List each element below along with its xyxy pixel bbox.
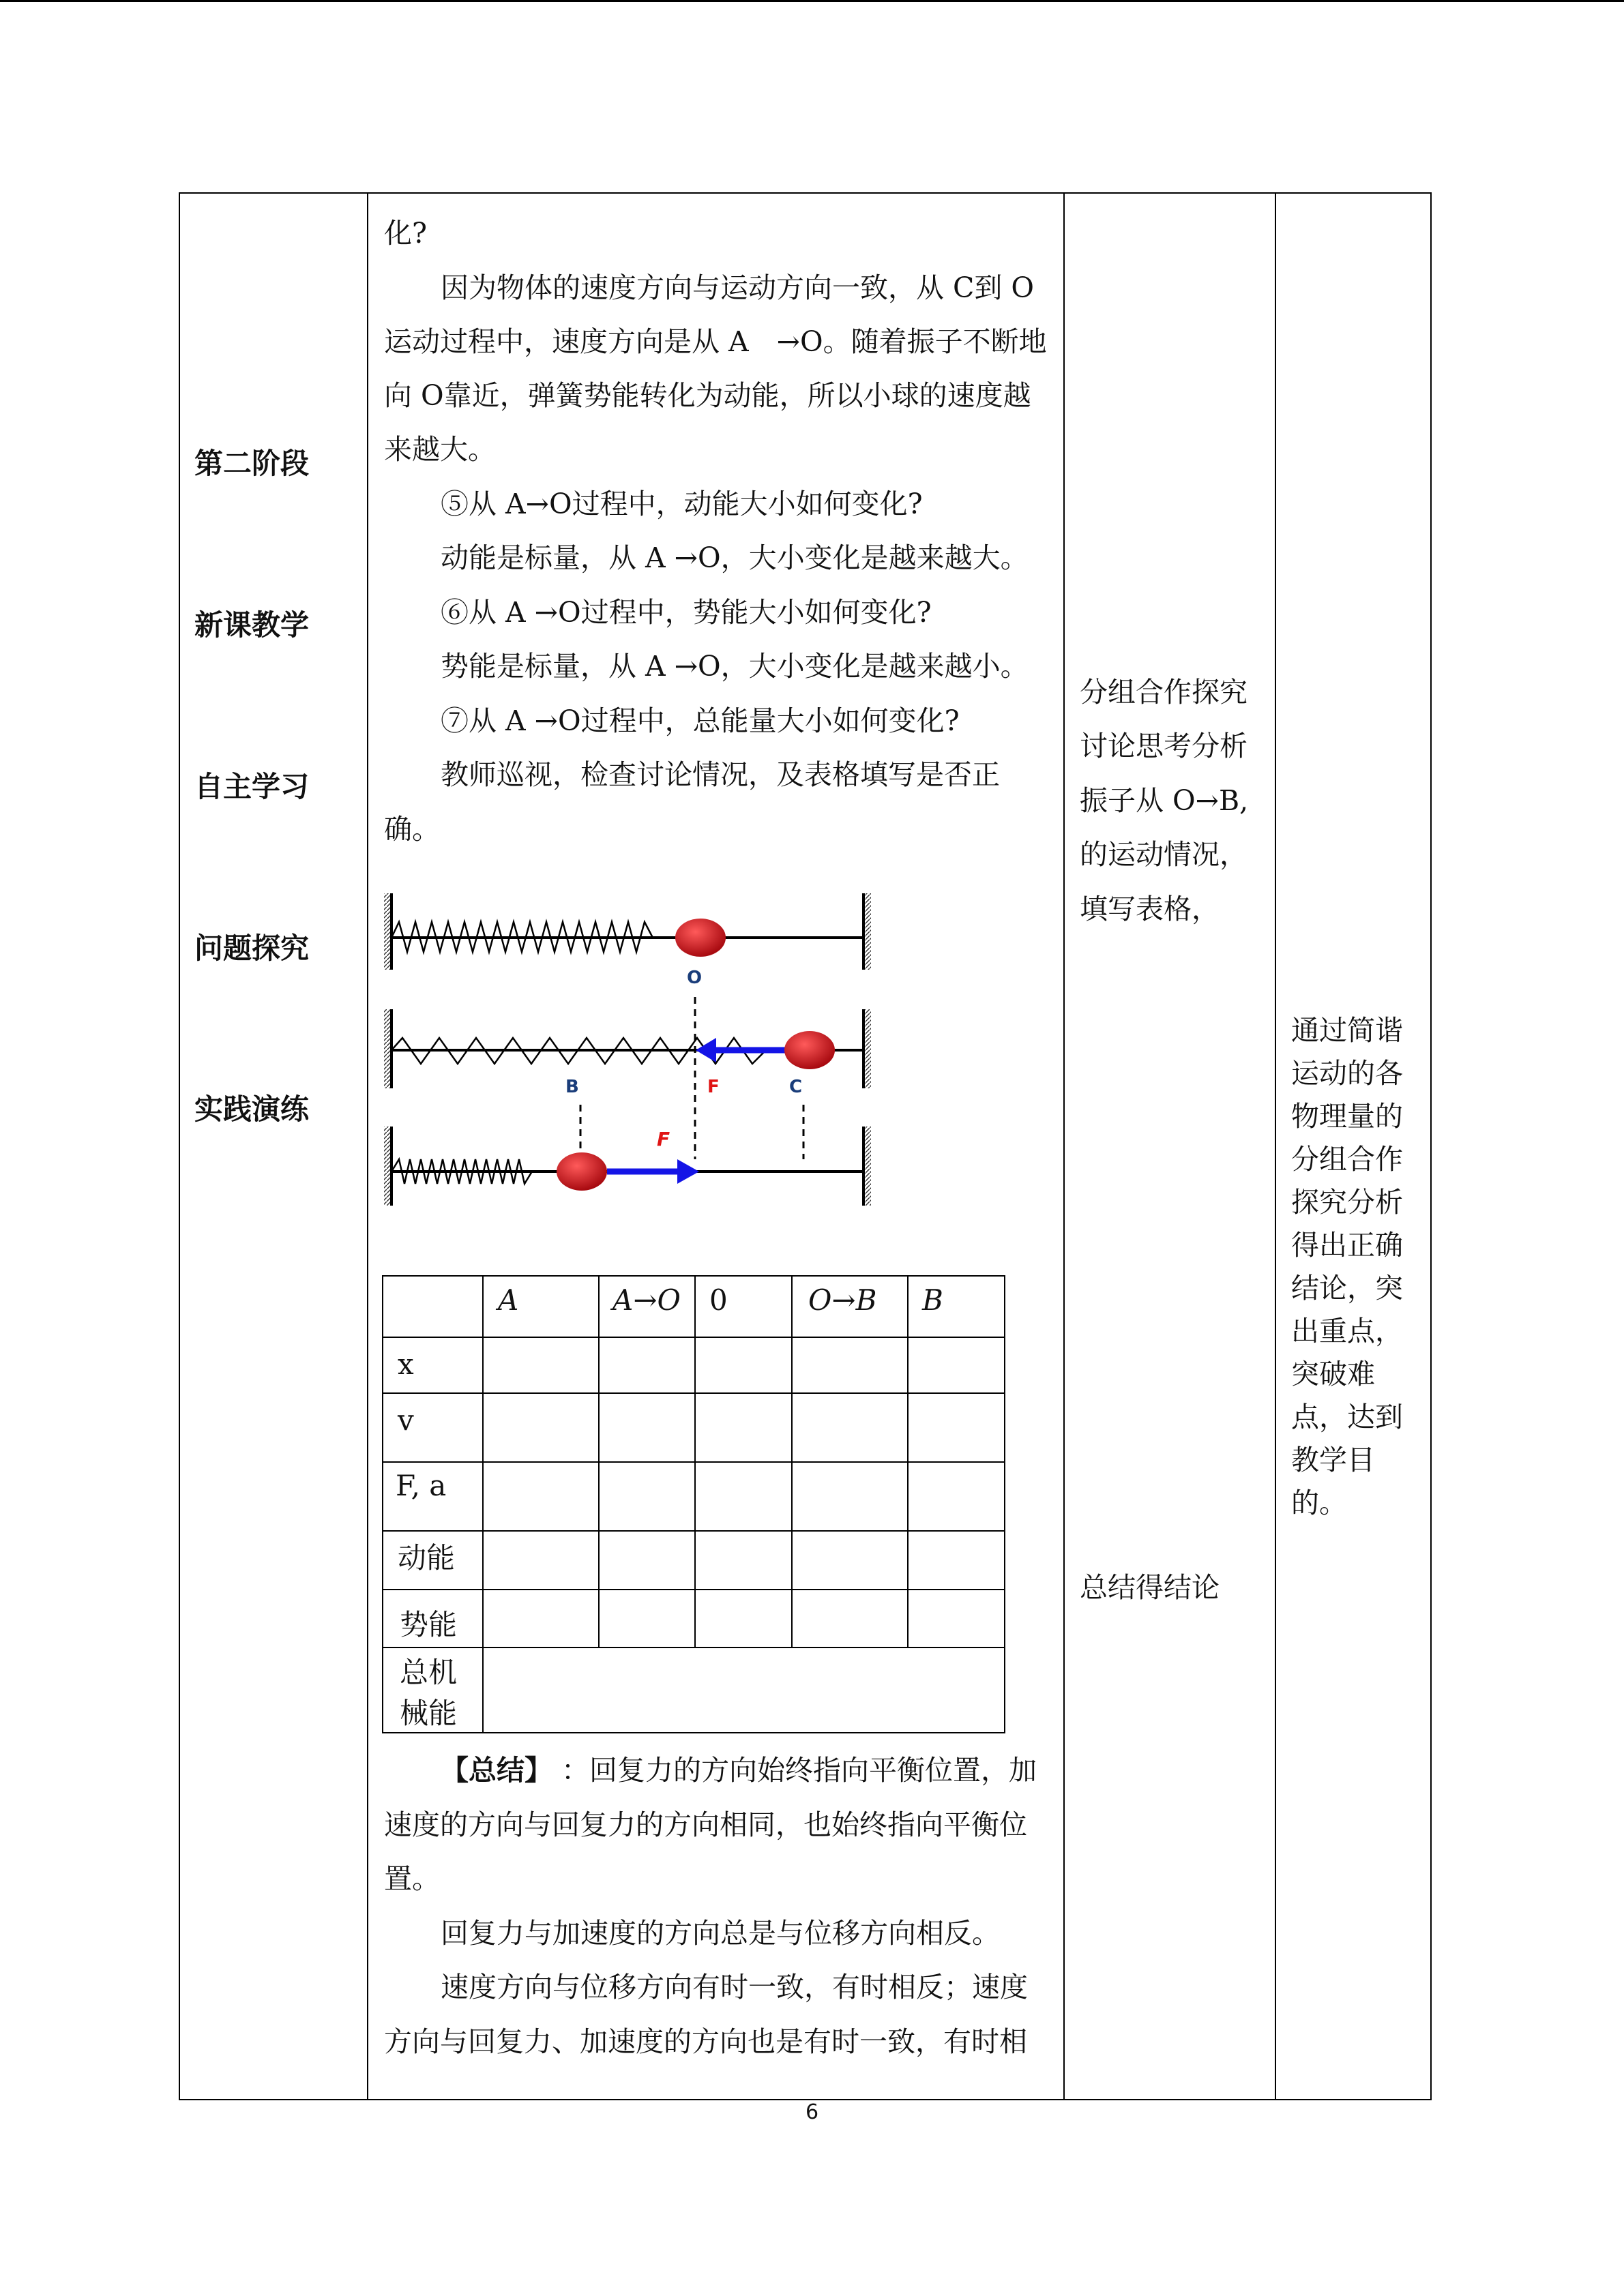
grid-line — [382, 1530, 1005, 1532]
table-header: 0 — [709, 1283, 728, 1317]
table-row-label: 总机 — [400, 1656, 458, 1689]
table-row-label: 械能 — [400, 1697, 458, 1730]
label-o: O — [687, 968, 703, 988]
grid-line — [382, 1275, 383, 1733]
summary-label: 【总结】 — [441, 1754, 552, 1787]
activity-line: 讨论思考分析 — [1080, 730, 1247, 762]
grid-line — [907, 1275, 909, 1648]
text-line: 速度方向与位移方向有时一致，有时相反；速度 — [441, 1971, 1028, 2003]
stage-label: 自主学习 — [194, 770, 310, 803]
grid-line — [382, 1732, 1005, 1733]
purpose-line: 点，达到 — [1291, 1401, 1403, 1433]
question-7: ⑦从 A →O过程中，总能量大小如何变化? — [441, 704, 960, 737]
table-header: B — [922, 1283, 943, 1317]
activity-line: 的运动情况， — [1080, 838, 1247, 871]
text-line: 回复力与加速度的方向总是与位移方向相反。 — [441, 1917, 1000, 1950]
table-header: A — [498, 1283, 519, 1317]
ball — [784, 1031, 835, 1069]
table-row-label: 势能 — [400, 1608, 458, 1641]
text-line: 向 O靠近，弹簧势能转化为动能，所以小球的速度越 — [384, 379, 1031, 412]
page-number: 6 — [805, 2100, 819, 2124]
text-line: 置。 — [384, 1862, 440, 1895]
label-f: F — [657, 1128, 670, 1150]
ball — [557, 1152, 607, 1191]
diagram-row-stretched — [384, 997, 871, 1097]
grid-line — [1004, 1275, 1005, 1733]
grid-line — [598, 1275, 600, 1648]
purpose-line: 分组合作 — [1291, 1143, 1403, 1176]
text-line: 确。 — [384, 813, 440, 846]
ball — [675, 919, 726, 957]
purpose-line: 教学目 — [1291, 1444, 1375, 1476]
answer-5: 动能是标量，从 A →O，大小变化是越来越大。 — [441, 541, 1029, 574]
purpose-line: 得出正确 — [1291, 1229, 1403, 1262]
table-row-label: x — [398, 1347, 414, 1381]
question-5: ⑤从 A→O过程中，动能大小如何变化? — [441, 488, 923, 520]
stage-label: 问题探究 — [194, 931, 310, 965]
activity-line: 分组合作探究 — [1080, 676, 1247, 709]
label-b: B — [565, 1077, 579, 1097]
grid-line — [382, 1589, 1005, 1590]
text-line: 来越大。 — [384, 433, 496, 466]
spring-oscillator-diagram — [379, 886, 883, 1214]
table-row-label: 动能 — [398, 1541, 456, 1575]
activity-line: 振子从 O→B, — [1080, 784, 1249, 817]
table-row-label: F, a — [396, 1469, 447, 1502]
stage-label: 新课教学 — [194, 608, 310, 642]
activity-line: 填写表格， — [1080, 893, 1220, 925]
purpose-line: 的。 — [1291, 1487, 1347, 1519]
answer-6: 势能是标量，从 A →O，大小变化是越来越小。 — [441, 650, 1029, 683]
table-col-border-2 — [367, 192, 368, 2100]
label-f: F — [707, 1077, 720, 1097]
grid-line — [694, 1275, 696, 1648]
purpose-line: 突破难 — [1291, 1358, 1375, 1390]
grid-line — [382, 1392, 1005, 1394]
stage-label: 实践演练 — [194, 1092, 310, 1126]
stage-label: 第二阶段 — [194, 447, 310, 480]
grid-line — [482, 1275, 484, 1733]
purpose-line: 探究分析 — [1291, 1186, 1403, 1219]
purpose-line: 出重点， — [1291, 1315, 1403, 1347]
text-line: 方向与回复力、加速度的方向也是有时一致，有时相 — [384, 2025, 1027, 2058]
purpose-line: 结论，突 — [1291, 1272, 1403, 1304]
text-line: 化? — [384, 217, 427, 250]
grid-line — [382, 1647, 1005, 1648]
table-col-border-1 — [179, 192, 180, 2100]
text-line: 速度的方向与回复力的方向相同，也始终指向平衡位 — [384, 1808, 1027, 1841]
table-header: O→B — [808, 1283, 877, 1317]
question-6: ⑥从 A →O过程中，势能大小如何变化? — [441, 596, 932, 629]
summary-line — [441, 1754, 1037, 1787]
table-col-border-5 — [1430, 192, 1432, 2100]
purpose-line: 运动的各 — [1291, 1057, 1403, 1090]
grid-line — [791, 1275, 793, 1648]
grid-line — [382, 1337, 1005, 1338]
text-line: 因为物体的速度方向与运动方向一致，从 C到 O — [441, 271, 1035, 304]
label-c: C — [789, 1077, 803, 1097]
text-line: 运动过程中，速度方向是从 A →O。随着振子不断地 — [384, 325, 1047, 358]
diagram-row-equilibrium — [384, 893, 871, 988]
grid-line — [382, 1461, 1005, 1463]
page-top-edge — [0, 0, 1624, 2]
arrow-head — [677, 1159, 699, 1184]
left-wall — [384, 893, 391, 970]
right-wall — [864, 893, 871, 970]
table-row-label: v — [398, 1403, 414, 1437]
activity-conclusion: 总结得结论 — [1080, 1571, 1220, 1604]
table-col-border-4 — [1275, 192, 1276, 2100]
table-header: A→O — [612, 1283, 681, 1317]
summary-text: ：回复力的方向始终指向平衡位置，加 — [552, 1754, 1037, 1787]
purpose-line: 通过简谐 — [1291, 1014, 1403, 1047]
diagram-row-compressed — [384, 1095, 871, 1206]
table-col-border-3 — [1063, 192, 1065, 2100]
purpose-line: 物理量的 — [1291, 1100, 1403, 1133]
grid-line — [382, 1275, 1005, 1277]
text-line: 教师巡视，检查讨论情况，及表格填写是否正 — [441, 758, 1000, 791]
